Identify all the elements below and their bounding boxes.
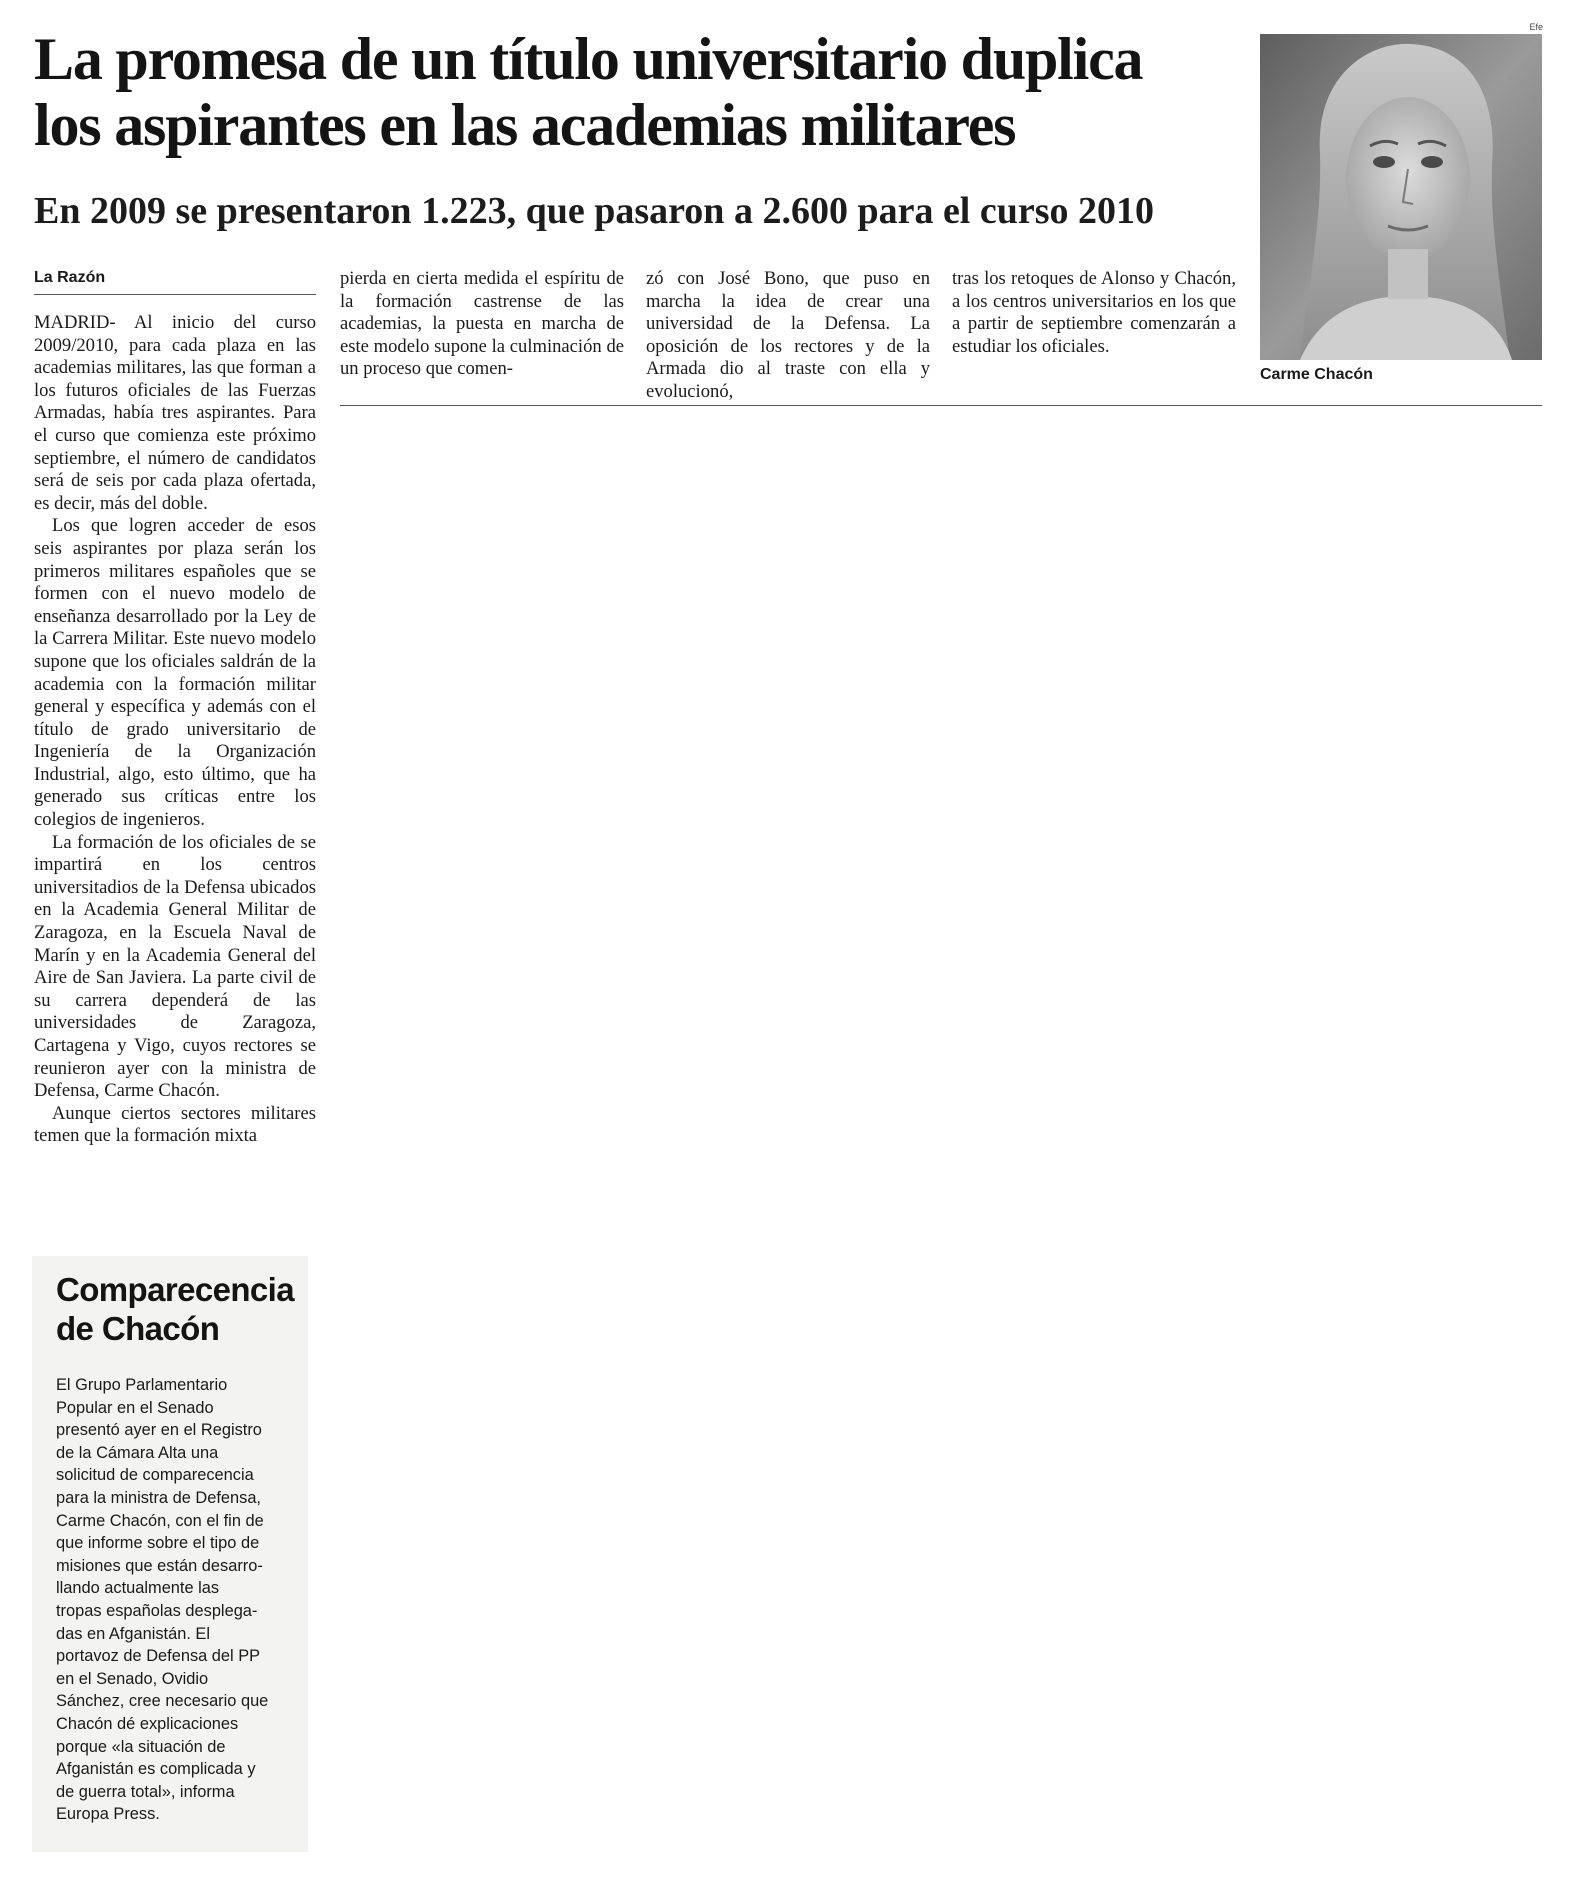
- sidebar-title-line-2: de Chacón: [56, 1310, 220, 1347]
- sidebar-body: [56, 1374, 306, 1826]
- sidebar-title: [56, 1270, 316, 1348]
- article-column-1: [34, 312, 316, 1148]
- sidebar-line: en el Senado, Ovidio: [56, 1669, 209, 1688]
- sidebar-line: porque «la situación de: [56, 1737, 226, 1756]
- sidebar-line: tropas españolas desplega-: [56, 1601, 258, 1620]
- article-column-3: [646, 268, 930, 404]
- sidebar-line: para la ministra de Defensa,: [56, 1488, 261, 1507]
- article-paragraph: La formación de los oficiales de se impartirá en los centros universitadios de la Defensa ubicados en la Academia General Militar de Zaragoza, en la Escuela Naval de Marín y en la Academia General del Aire de San Javiera. La parte civil de su carrera dependerá de las universidades de Zaragoza, Cartagena y Vigo, cuyos rectores se reunieron ayer con la ministra de Defensa, Carme Chacón.: [34, 831, 316, 1102]
- sidebar-line: Chacón dé explicaciones: [56, 1714, 239, 1733]
- sidebar-line: Carme Chacón, con el fin de: [56, 1511, 264, 1530]
- article-column-4: [952, 268, 1236, 358]
- sidebar-line: das en Afganistán. El: [56, 1624, 210, 1643]
- article-paragraph: Los que logren acceder de esos seis aspirantes por plaza serán los primeros militares españoles que se formen con el nuevo modelo de enseñanza desarrollado por la Ley de la Carrera Militar. Este nuevo modelo supone que los oficiales saldrán de la academia con la formación militar general y específica y además con el título de grado universitario de Ingeniería de la Organización Industrial, algo, esto último, que ha generado sus críticas entre los colegios de ingenieros.: [34, 515, 316, 831]
- photo-caption: Carme Chacón: [1260, 366, 1373, 383]
- sidebar-line: Sánchez, cree necesario que: [56, 1692, 269, 1711]
- sidebar-line: Popular en el Senado: [56, 1398, 214, 1417]
- sidebar-line: de guerra total», informa: [56, 1782, 235, 1801]
- sidebar-line: presentó ayer en el Registro: [56, 1421, 262, 1440]
- article-paragraph: tras los retoques de Alonso y Chacón, a los centros universitarios en los que a partir de septiembre comenzarán a estudiar los oficiales.: [952, 268, 1236, 357]
- article-paragraph: MADRID- Al inicio del curso 2009/2010, para cada plaza en las academias militares, las que forman a los futuros oficiales de las Fuerzas Armadas, había tres aspirantes. Para el curso que comienza este próximo septiembre, el número de candidatos será de seis por cada plaza ofertada, es decir, más del doble.: [34, 312, 316, 514]
- sidebar-line: misiones que están desarro-: [56, 1556, 263, 1575]
- sidebar-line: Afganistán es complicada y: [56, 1760, 256, 1779]
- sidebar-line: portavoz de Defensa del PP: [56, 1647, 261, 1666]
- headline-line-2: los aspirantes en las academias militares: [34, 92, 1016, 158]
- portrait-image: [1260, 34, 1542, 360]
- sidebar-line: solicitud de comparecencia: [56, 1466, 254, 1485]
- sidebar-title-line-1: Comparecencia: [56, 1271, 294, 1308]
- sidebar-line: de la Cámara Alta una: [56, 1443, 219, 1462]
- headline-line-1: La promesa de un título universitario duplica: [34, 26, 1143, 92]
- author-byline: La Razón: [34, 268, 316, 295]
- article-paragraph: zó con José Bono, que puso en marcha la idea de crear una universidad de la Defensa. La oposición de los rectores y de la Armada dio al traste con ella y evolucionó,: [646, 268, 930, 402]
- headline: [34, 26, 1254, 158]
- sidebar-line: Europa Press.: [56, 1805, 160, 1824]
- sidebar-line: El Grupo Parlamentario: [56, 1376, 228, 1394]
- subheadline: En 2009 se presentaron 1.223, que pasaron a 2.600 para el curso 2010: [34, 190, 1155, 232]
- sidebar-line: que informe sobre el tipo de: [56, 1534, 260, 1553]
- article-paragraph: pierda en cierta medida el espíritu de la formación castrense de las academias, la puesta en marcha de este modelo supone la culminación de un proceso que comen-: [340, 268, 624, 380]
- article-photo: [1260, 34, 1542, 360]
- divider-rule: [340, 405, 1542, 406]
- article-column-2: [340, 268, 624, 381]
- sidebar-line: llando actualmente las: [56, 1579, 220, 1598]
- photo-credit: Efe: [1529, 22, 1543, 32]
- article-paragraph: Aunque ciertos sectores militares temen que la formación mixta: [34, 1102, 316, 1147]
